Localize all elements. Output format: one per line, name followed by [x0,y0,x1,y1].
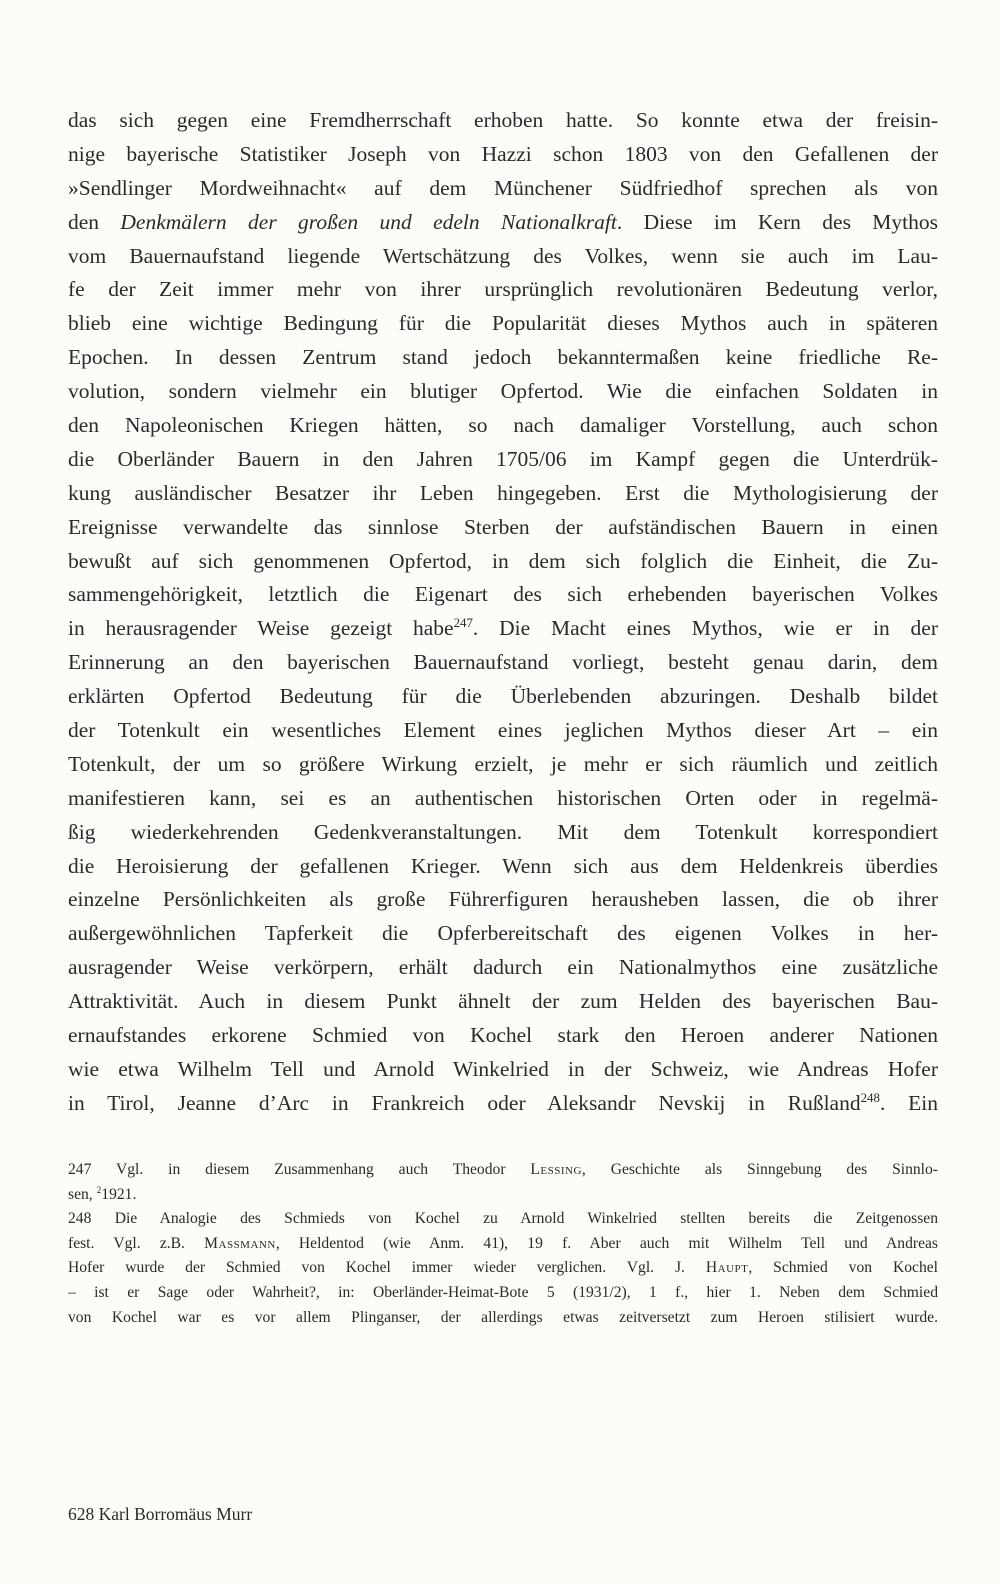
author-name: Massmann [204,1234,276,1252]
footnote-ref-247[interactable]: 247 [453,616,473,631]
footnote-line: Hofer wurde der Schmied von Kochel immer wieder verglichen. Vgl. J. Haupt, Schmied von Kochel [68,1259,938,1277]
footnote-line: von Kochel war es vor allem Plinganser, der allerdings etwas zeitversetzt zum Heroen stilisiert wurde. [68,1308,938,1326]
footnote-line: – ist er Sage oder Wahrheit?, in: Oberländer-Heimat-Bote 5 (1931/2), 1 f., hier 1. Neben dem Schmied [68,1283,938,1301]
text-line: der Totenkult ein wesentliches Element eines jeglichen Mythos dieser Art – ein [68,718,938,743]
text-line: Attraktivität. Auch in diesem Punkt ähnelt der zum Helden des bayerischen Bau- [68,989,938,1014]
footnote-number: 247 [68,1161,92,1178]
text-line: die Heroisierung der gefallenen Krieger. Wenn sich aus dem Heldenkreis überdies [68,853,938,878]
page-number: 628 [68,1504,95,1524]
footnote-248: 248 Die Analogie des Schmieds von Kochel zu Arnold Winkelried stellten bereits die Zeitgenossen [68,1210,938,1228]
text-line: »Sendlinger Mordweihnacht« auf dem Münchener Südfriedhof sprechen als von [68,175,938,200]
text-line: blieb eine wichtige Bedingung für die Popularität dieses Mythos auch in späteren [68,311,938,336]
text-line: sammengehörigkeit, letztlich die Eigenart des sich erhebenden bayerischen Volkes [68,582,938,607]
author-name: Haupt [705,1259,749,1277]
text-line: ausragender Weise verkörpern, erhält dadurch ein Nationalmythos eine zusätzliche [68,955,938,980]
text-line: in Tirol, Jeanne d’Arc in Frankreich oder Aleksandr Nevskij in Rußland$^{248}$. Ein [68,1090,938,1115]
text-line: bewußt auf sich genommenen Opfertod, in dem sich folglich die Einheit, die Zu- [68,548,938,573]
text-line: die Oberländer Bauern in den Jahren 1705/06 im Kampf gegen die Unterdrük- [68,446,938,471]
text-line: erklärten Opfertod Bedeutung für die Überlebenden abzuringen. Deshalb bildet [68,684,938,709]
text-line: ßig wiederkehrenden Gedenkveranstaltungen. Mit dem Totenkult korrespondiert [68,819,938,844]
main-text [68,104,938,1121]
footnote-247: 247 Vgl. in diesem Zusammenhang auch Theodor Lessing, Geschichte als Sinngebung des Sinnlo- [68,1161,938,1178]
text-line: den Napoleonischen Kriegen hätten, so nach damaliger Vorstellung, auch schon [68,413,938,438]
text-line: kung ausländischer Besatzer ihr Leben hingegeben. Erst die Mythologisierung der [68,480,938,505]
running-author: Karl Borromäus Murr [98,1504,253,1524]
text-line: manifestieren kann, sei es an authentischen historischen Orten oder in regelmä- [68,785,938,810]
footnote-line: fest. Vgl. z.B. Massmann, Heldentod (wie Anm. 41), 19 f. Aber auch mit Wilhelm Tell und Andreas [68,1234,938,1252]
author-name: Lessing [530,1161,582,1178]
text-line: vom Bauernaufstand liegende Wertschätzung des Volkes, wenn sie auch im Lau- [68,243,938,268]
footnote-ref-248[interactable]: 248 [860,1090,880,1105]
text-line: ernaufstandes erkorene Schmied von Kochel stark den Heroen anderer Nationen [68,1023,938,1048]
footnotes [68,1158,938,1330]
text-line: außergewöhnlichen Tapferkeit die Opferbereitschaft des eigenen Volkes in her- [68,921,938,946]
text-line: Epochen. In dessen Zentrum stand jedoch bekanntermaßen keine friedliche Re- [68,345,938,370]
text-line: einzelne Persönlichkeiten als große Führerfiguren herausheben lassen, die ob ihrer [68,887,938,912]
footnote-number: 248 [68,1210,92,1228]
text-line: den Denkmälern der großen und edeln Nationalkraft. Diese im Kern des Mythos [68,209,938,234]
text-line: das sich gegen eine Fremdherrschaft erhoben hatte. So konnte etwa der freisin- [68,108,938,132]
text-line: fe der Zeit immer mehr von ihrer ursprünglich revolutionären Bedeutung verlor, [68,277,938,302]
text-line: Ereignisse verwandelte das sinnlose Sterben der aufständischen Bauern in einen [68,514,938,539]
text-line: wie etwa Wilhelm Tell und Arnold Winkelried in der Schweiz, wie Andreas Hofer [68,1056,938,1081]
text-line: Totenkult, der um so größere Wirkung erzielt, je mehr er sich räumlich und zeitlich [68,751,938,776]
page-footer [68,1502,252,1526]
text-line: Erinnerung an den bayerischen Bauernaufstand vorliegt, besteht genau darin, dem [68,650,938,675]
footnote-line: sen, $^2$1921. [68,1185,137,1203]
text-line: in herausragender Weise gezeigt habe$^{247}$. Die Macht eines Mythos, wie er in der [68,616,938,641]
text-line: nige bayerische Statistiker Joseph von Hazzi schon 1803 von den Gefallenen der [68,141,938,166]
text-line: volution, sondern vielmehr ein blutiger Opfertod. Wie die einfachen Soldaten in [68,379,938,404]
quotation-italic: Denkmälern der großen und edeln Nationalkraft [120,209,617,234]
book-page [68,0,938,1584]
